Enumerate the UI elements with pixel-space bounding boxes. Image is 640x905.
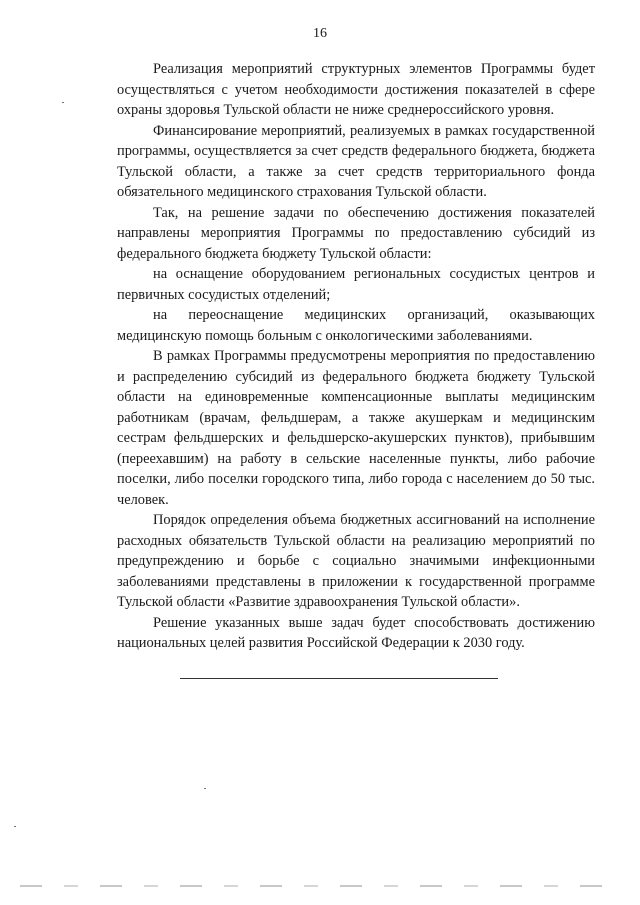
- paragraph-subsidies-intro: Так, на решение задачи по обеспечению достижения показателей направлены мероприятия Программы по предоставлению субсидий из федерального бюджета бюджету Тульской области:: [117, 204, 595, 262]
- document-body: [117, 59, 595, 654]
- paragraph-implementation: Реализация мероприятий структурных элементов Программы будет осуществляться с учетом необходимости достижения показателей в сфере охраны здоровья Тульской области не ниже среднероссийского уровня.: [117, 61, 595, 118]
- scan-artifact-strip: [20, 885, 620, 887]
- paragraph-financing: Финансирование мероприятий, реализуемых в рамках государственной программы, осуществляется за счет средств федерального бюджета, бюджета Тульской области, а также за счет средств территориального фонда обязательного медицинского страхования Тульской области.: [117, 122, 595, 200]
- paragraph-oncology-equipment: на переоснащение медицинских организаций, оказывающих медицинскую помощь больным с онкологическими заболеваниями.: [117, 307, 595, 344]
- section-divider-line: [180, 678, 498, 679]
- scan-artifact-dot: [204, 788, 206, 789]
- paragraph-national-goals: Решение указанных выше задач будет способствовать достижению национальных целей развития Российской Федерации к 2030 году.: [117, 614, 595, 651]
- page-number: 16: [313, 26, 327, 41]
- paragraph-budget-procedure: Порядок определения объема бюджетных ассигнований на исполнение расходных обязательств Тульской области на реализацию мероприятий по предупреждению и борьбе с социально значимыми инфекционными заболеваниями представлены в приложении к государственной программе Тульской области «Развитие здравоохранения Тульской области».: [117, 512, 595, 610]
- scan-artifact-dot: [14, 826, 16, 827]
- paragraph-compensation-payments: В рамках Программы предусмотрены мероприятия по предоставлению и распределению субсидий из федерального бюджета бюджету Тульской области на единовременные компенсационные выплаты медицинским работникам (врачам, фельдшерам, а также акушеркам и медицинским сестрам фельдшерских и фельдшерско-акушерских пунктов), прибывшим (переехавшим) на работу в сельские населенные пункты, либо рабочие поселки, либо поселки городского типа, либо города с населением до 50 тыс. человек.: [117, 348, 595, 508]
- scan-artifact-dot: [62, 102, 64, 103]
- paragraph-vascular-centers: на оснащение оборудованием региональных сосудистых центров и первичных сосудистых отделений;: [117, 266, 595, 303]
